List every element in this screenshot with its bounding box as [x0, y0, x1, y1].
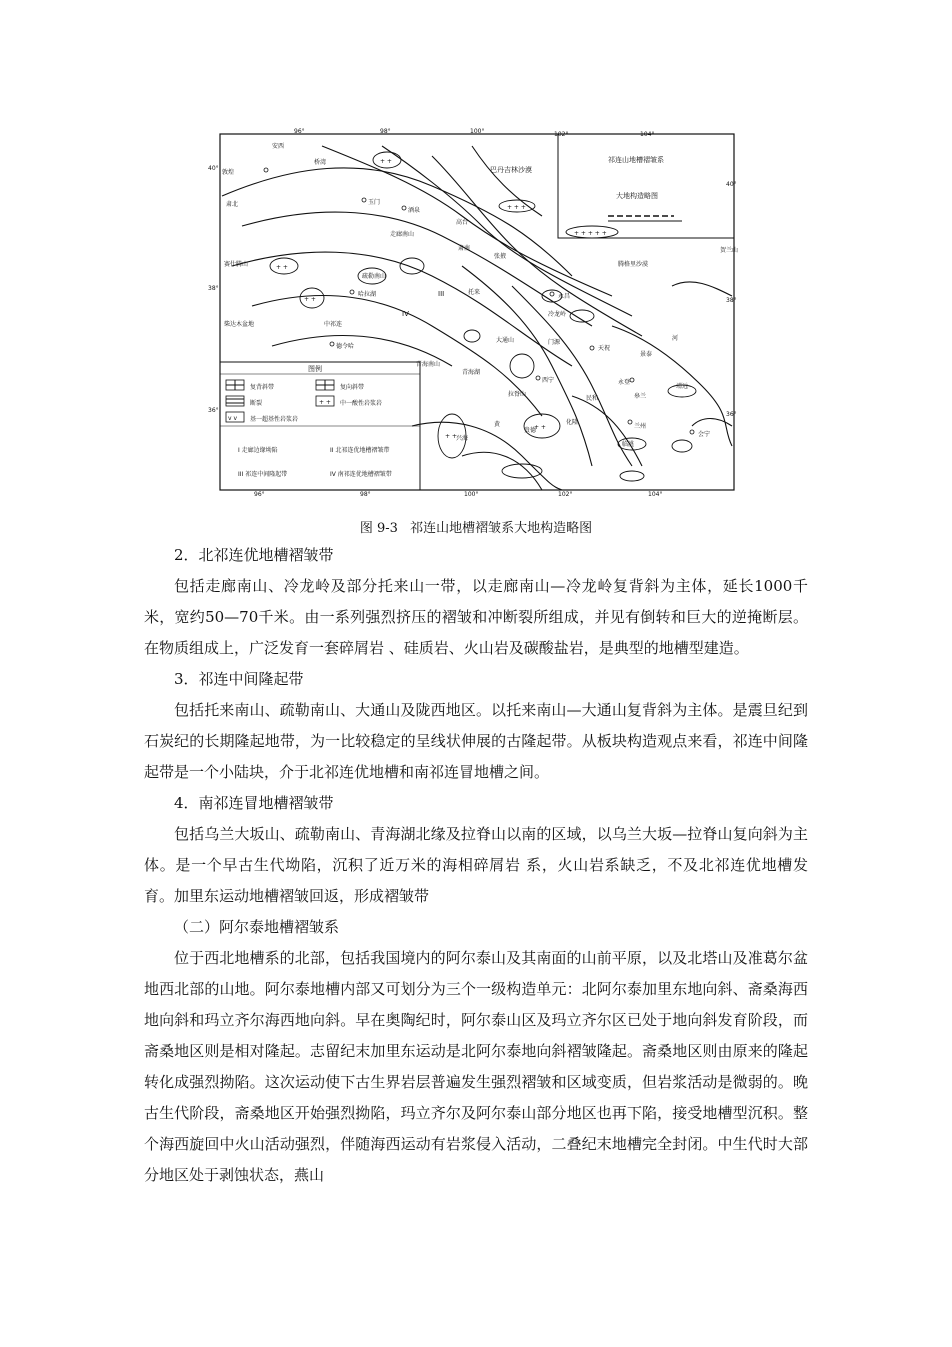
svg-text:赛什腾山: 赛什腾山	[224, 261, 249, 268]
svg-text:托来: 托来	[468, 289, 481, 296]
left-tick-38: 38°	[208, 285, 219, 292]
top-tick-98: 98°	[380, 128, 391, 135]
svg-text:张掖: 张掖	[494, 253, 507, 260]
svg-text:拉脊山: 拉脊山	[508, 391, 527, 398]
svg-text:河: 河	[672, 335, 679, 342]
inset-box	[558, 134, 734, 238]
svg-text:永登: 永登	[618, 379, 631, 386]
svg-text:民和: 民和	[586, 395, 599, 402]
map-frame	[220, 134, 734, 490]
svg-text:德令哈: 德令哈	[336, 343, 355, 350]
svg-text:中一酸性岩浆岩: 中一酸性岩浆岩	[340, 400, 383, 407]
svg-text:青海南山: 青海南山	[416, 361, 441, 368]
svg-text:化隆: 化隆	[566, 419, 579, 426]
svg-text:永昌: 永昌	[558, 293, 571, 300]
svg-text:v v: v v	[228, 415, 238, 422]
svg-text:皋兰: 皋兰	[634, 393, 647, 400]
section-heading-4: 4．南祁连冒地槽褶皱带	[174, 794, 334, 812]
svg-text:黄: 黄	[494, 421, 501, 428]
svg-text:酒泉: 酒泉	[408, 207, 421, 214]
svg-text:腾格里沙漠: 腾格里沙漠	[618, 261, 649, 268]
svg-text:中祁连: 中祁连	[324, 321, 343, 328]
svg-text:桥湾: 桥湾	[314, 159, 327, 166]
section-paragraph-4: 包括乌兰大坂山、疏勒南山、青海湖北缘及拉脊山以南的区域，以乌兰大坂—拉脊山复向斜为主体。是一个早古生代坳陷，沉积了近万米的海相碎屑岩 系，火山岩系缺乏，不及北祁连优地槽发育。加里东运动地槽褶皱回返，形成褶皱带	[144, 825, 808, 905]
svg-text:IV 南祁连优地槽褶皱带: IV 南祁连优地槽褶皱带	[330, 471, 392, 478]
bottom-tick-104: 104°	[648, 491, 663, 498]
svg-text:安西: 安西	[272, 143, 285, 150]
svg-text:大通山: 大通山	[496, 337, 515, 344]
right-tick-38: 38°	[726, 297, 737, 304]
svg-text:兴海: 兴海	[456, 435, 469, 442]
right-tick-36: 36°	[726, 411, 737, 418]
svg-text:+ +: + +	[319, 399, 331, 406]
svg-text:+ +: + +	[276, 264, 288, 271]
svg-text:基一超基性岩浆岩: 基一超基性岩浆岩	[250, 416, 299, 423]
figure-title: 祁连山地槽褶皱系大地构造略图	[410, 521, 593, 536]
svg-text:走廊南山: 走廊南山	[390, 231, 415, 238]
bottom-tick-102: 102°	[558, 491, 573, 498]
top-tick-96: 96°	[294, 128, 305, 135]
svg-text:II 北祁连优地槽褶皱带: II 北祁连优地槽褶皱带	[330, 447, 390, 454]
svg-text:复向斜带: 复向斜带	[340, 384, 365, 391]
top-tick-100: 100°	[470, 128, 485, 135]
svg-text:IV: IV	[402, 310, 409, 318]
svg-text:肃北: 肃北	[226, 201, 239, 208]
svg-text:+ +: + +	[380, 158, 392, 165]
svg-text:+ + +: + + +	[507, 204, 526, 211]
top-tick-102: 102°	[554, 131, 569, 138]
section-heading-2: 2．北祁连优地槽褶皱带	[174, 546, 334, 564]
section-paragraph-3: 包括托来南山、疏勒南山、大通山及陇西地区。以托来南山—大通山复背斜为主体。是震旦纪到石炭纪的长期隆起地带，为一比较稳定的呈线状伸展的古隆起带。从板块构造观点来看，祁连中间隆起带是一个小陆块，介于北祁连优地槽和南祁连冒地槽之间。	[144, 701, 808, 781]
svg-text:冷龙岭: 冷龙岭	[548, 311, 567, 318]
section-heading-3: 3．祁连中间隆起带	[174, 670, 304, 688]
tectonic-map	[208, 126, 742, 498]
bottom-tick-96: 96°	[254, 491, 265, 498]
svg-text:III: III	[438, 290, 445, 298]
svg-text:疏勒南山: 疏勒南山	[362, 273, 387, 280]
svg-text:玉门: 玉门	[368, 199, 381, 206]
intrusions	[270, 152, 696, 481]
svg-text:柴达木盆地: 柴达木盆地	[224, 321, 255, 328]
svg-text:复背斜带: 复背斜带	[250, 384, 275, 391]
svg-text:贵德: 贵德	[524, 427, 537, 434]
svg-text:哈拉湖: 哈拉湖	[358, 291, 377, 298]
svg-text:临洮: 临洮	[622, 441, 635, 448]
figure-caption	[0, 517, 952, 536]
figure-number: 图 9-3	[359, 521, 398, 536]
inset-title-2: 大地构造略图	[616, 192, 658, 200]
svg-text:门源: 门源	[548, 339, 561, 346]
tectonic-map-svg	[208, 126, 742, 498]
svg-text:高台: 高台	[456, 219, 469, 226]
section-paragraph-2: 包括走廊南山、冷龙岭及部分托来山一带，以走廊南山—冷龙岭复背斜为主体，延长1000千米，宽约50—70千米。由一系列强烈挤压的褶皱和冲断裂所组成，并见有倒转和巨大的逆掩断层。在物质组成上，广泛发育一套碎屑岩 、硅质岩、火山岩及碳酸盐岩，是典型的地槽型建造。	[144, 577, 808, 657]
svg-text:巴丹吉林沙漠: 巴丹吉林沙漠	[490, 166, 532, 174]
right-tick-40: 40°	[726, 181, 737, 188]
body-text	[144, 540, 808, 1191]
left-tick-36: 36°	[208, 407, 219, 414]
svg-text:+ +: + +	[534, 424, 546, 431]
svg-text:景泰: 景泰	[640, 351, 653, 358]
svg-text:会宁: 会宁	[698, 431, 711, 438]
svg-text:贺兰山: 贺兰山	[720, 247, 739, 254]
inset-title-1: 祁连山地槽褶皱系	[608, 156, 664, 164]
svg-text:天祝: 天祝	[598, 345, 611, 352]
section-heading-altai: （二）阿尔泰地槽褶皱系	[174, 918, 340, 936]
svg-text:敦煌: 敦煌	[222, 169, 235, 176]
svg-text:III 祁连中间隆起带: III 祁连中间隆起带	[238, 471, 288, 478]
bottom-tick-100: 100°	[464, 491, 479, 498]
svg-text:+ +: + +	[445, 433, 457, 440]
left-tick-40: 40°	[208, 165, 219, 172]
top-tick-104: 104°	[640, 131, 655, 138]
svg-text:靖远: 靖远	[676, 383, 689, 390]
svg-text:青海湖: 青海湖	[462, 369, 481, 376]
svg-text:西宁: 西宁	[542, 377, 555, 384]
legend-title: 图例	[308, 365, 322, 373]
section-paragraph-altai: 位于西北地槽系的北部，包括我国境内的阿尔泰山及其南面的山前平原，以及北塔山及准葛尔盆地西北部的山地。阿尔泰地槽内部又可划分为三个一级构造单元：北阿尔泰加里东地向斜、斋桑海西地向斜和玛立齐尔海西地向斜。早在奥陶纪时，阿尔泰山区及玛立齐尔区已处于地向斜发育阶段，而斋桑地区则是相对隆起。志留纪末加里东运动是北阿尔泰地向斜褶皱隆起。斋桑地区则由原来的隆起转化成强烈拗陷。这次运动使下古生界岩层普遍发生强烈褶皱和区域变质，但岩浆活动是微弱的。晚古生代阶段，斋桑地区开始强烈拗陷，玛立齐尔及阿尔泰山部分地区也再下陷，接受地槽型沉积。整个海西旋回中火山活动强烈，伴随海西运动有岩浆侵入活动，二叠纪末地槽完全封闭。中生代时大部分地区处于剥蚀状态，燕山	[144, 949, 808, 1184]
svg-text:+ +: + +	[304, 296, 316, 303]
svg-text:+ + + + +: + + + + +	[574, 230, 607, 237]
svg-text:I 走廊边缘坳陷: I 走廊边缘坳陷	[238, 447, 278, 454]
svg-text:肃南: 肃南	[458, 245, 471, 252]
svg-text:兰州: 兰州	[634, 423, 647, 430]
bottom-tick-98: 98°	[360, 491, 371, 498]
svg-text:断裂: 断裂	[250, 400, 263, 407]
